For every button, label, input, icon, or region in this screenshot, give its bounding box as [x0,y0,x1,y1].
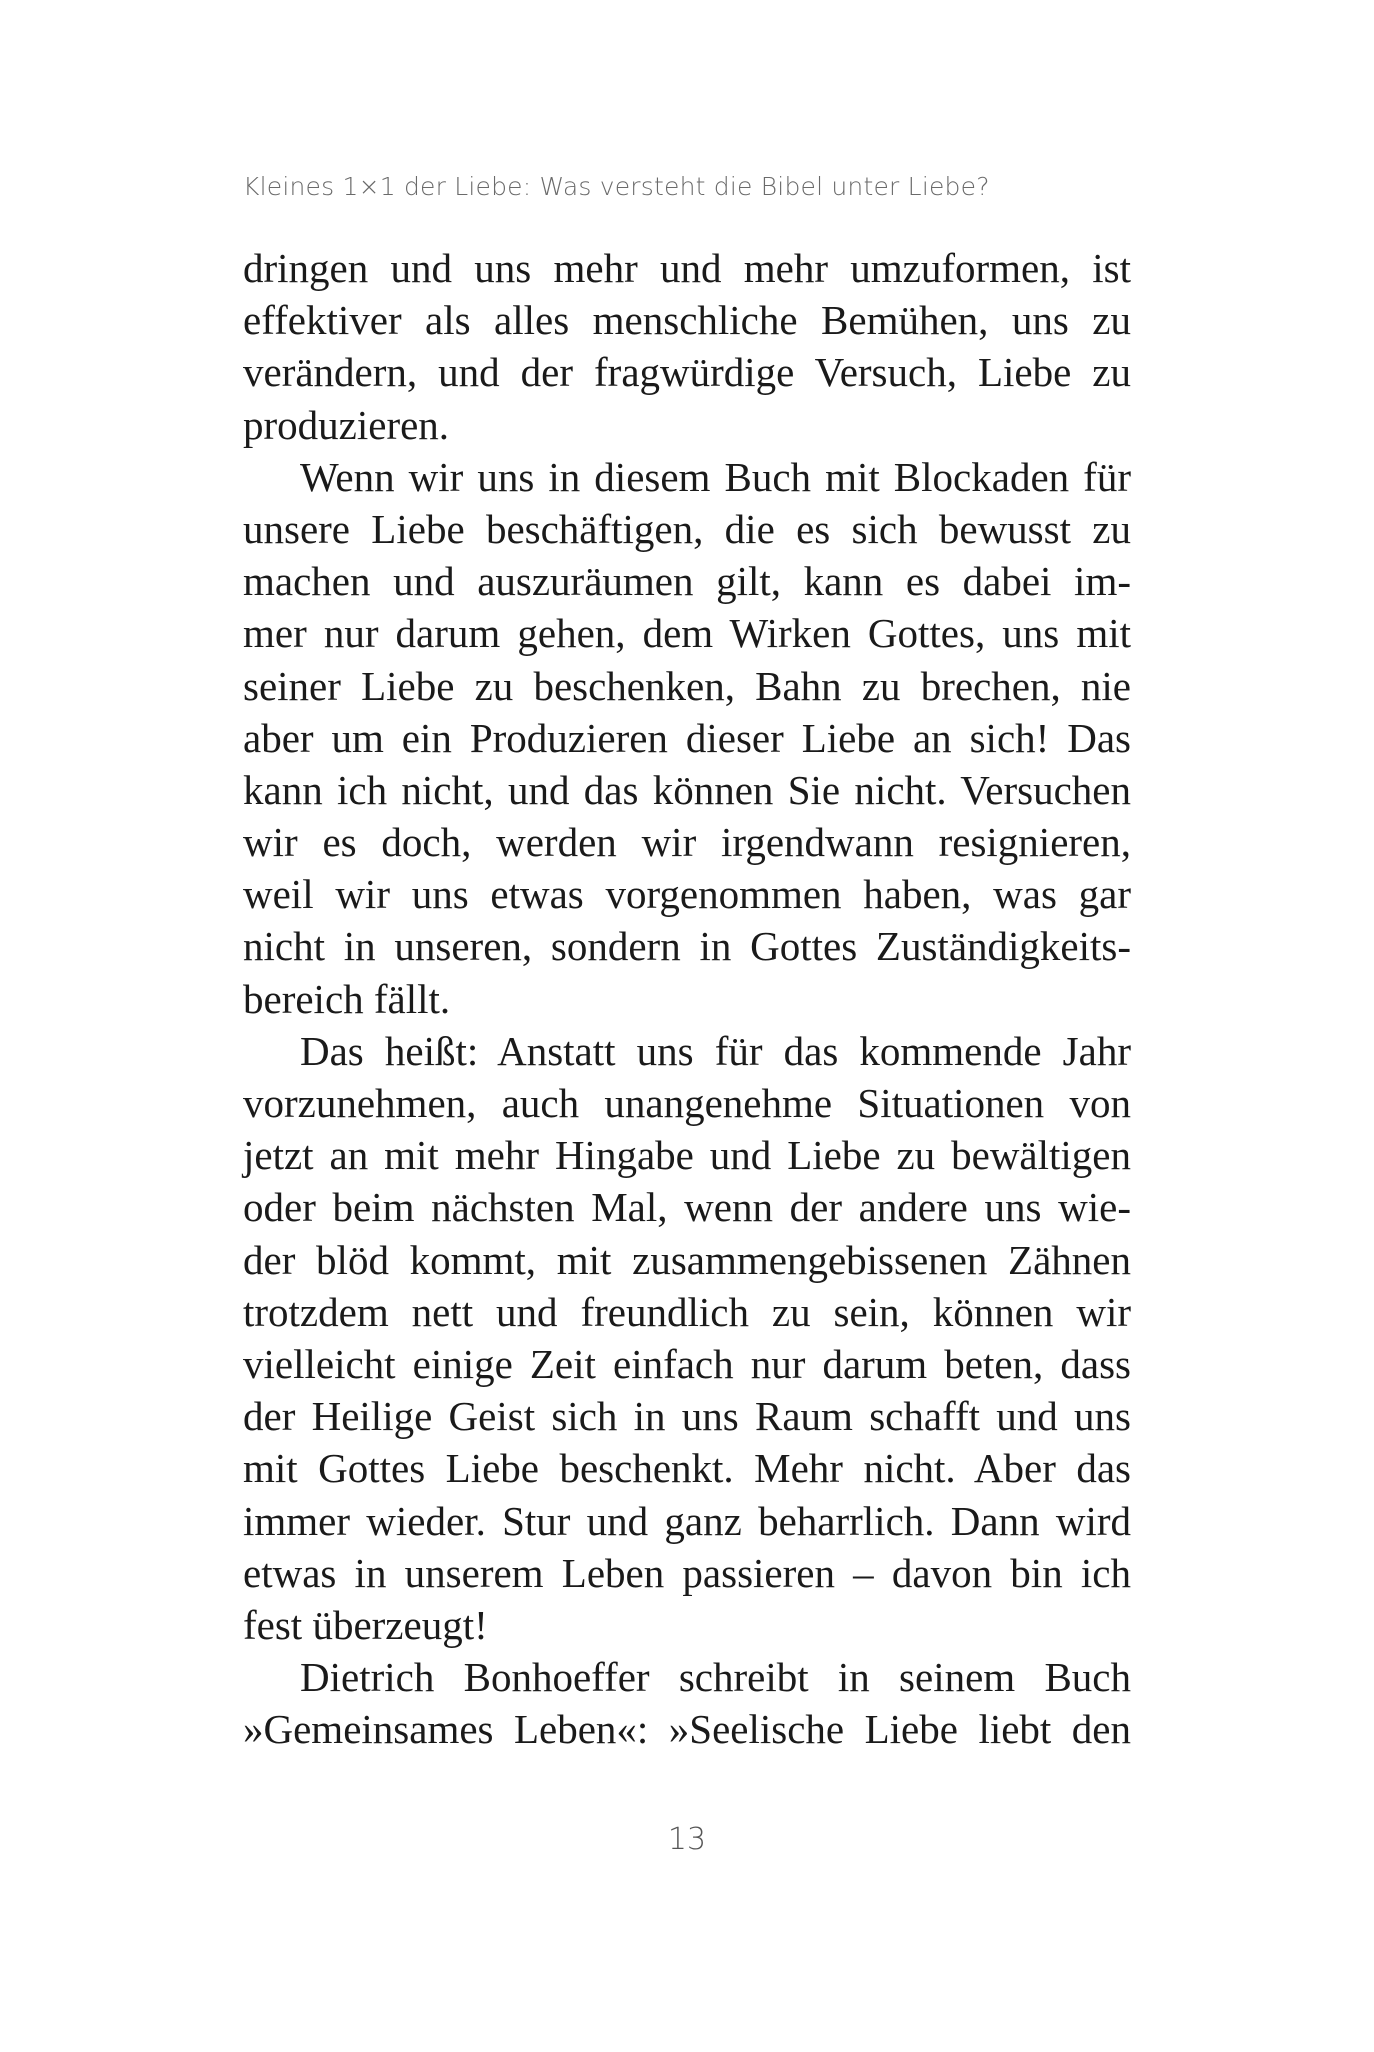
text-line: machen und auszuräumen gilt, kann es dabei im- [243,558,1131,605]
body-text [243,242,1131,1755]
text-line: oder beim nächsten Mal, wenn der andere uns wie- [243,1184,1131,1231]
text-line: verändern, und der fragwürdige Versuch, Liebe zu [243,349,1131,396]
text-line: immer wieder. Stur und ganz beharrlich. Dann wird [243,1497,1131,1544]
text-line: wir es doch, werden wir irgendwann resignieren, [243,819,1131,866]
running-head: Kleines 1×1 der Liebe: Was versteht die Bibel unter Liebe? [243,172,990,201]
text-line: der Heilige Geist sich in uns Raum schafft und uns [243,1393,1131,1440]
page-number: 13 [667,1822,707,1857]
text-line: vorzunehmen, auch unangenehme Situationen von [243,1080,1131,1126]
text-line: Wenn wir uns in diesem Buch mit Blockaden für [300,453,1131,500]
text-line: weil wir uns etwas vorgenommen haben, was gar [243,871,1131,918]
text-line: trotzdem nett und freundlich zu sein, können wir [243,1288,1131,1335]
text-line: mer nur darum gehen, dem Wirken Gottes, uns mit [243,610,1131,657]
text-line: Das heißt: Anstatt uns für das kommende Jahr [300,1027,1131,1074]
text-line: etwas in unserem Leben passieren – davon bin ich [243,1549,1131,1596]
text-line: produzieren. [243,401,450,448]
text-line: mit Gottes Liebe beschenkt. Mehr nicht. Aber das [243,1445,1131,1492]
text-line: unsere Liebe beschäftigen, die es sich bewusst zu [243,505,1131,552]
text-line: nicht in unseren, sondern in Gottes Zuständigkeits- [243,923,1131,970]
text-line: dringen und uns mehr und mehr umzuformen, ist [243,245,1131,291]
text-line: aber um ein Produzieren dieser Liebe an sich! Das [243,714,1131,761]
text-line: jetzt an mit mehr Hingabe und Liebe zu bewältigen [243,1132,1131,1179]
text-line: effektiver als alles menschliche Bemühen, uns zu [243,297,1131,344]
text-line: kann ich nicht, und das können Sie nicht. Versuchen [243,766,1131,813]
text-line: seiner Liebe zu beschenken, Bahn zu brechen, nie [243,662,1131,709]
text-line: bereich fällt. [243,975,451,1022]
text-line: der blöd kommt, mit zusammengebissenen Zähnen [243,1236,1131,1283]
text-line: Dietrich Bonhoeffer schreibt in seinem Buch [300,1654,1131,1701]
text-line: vielleicht einige Zeit einfach nur darum beten, dass [243,1340,1131,1387]
text-line: fest überzeugt! [243,1601,488,1648]
text-line: »Gemeinsames Leben«: »Seelische Liebe liebt den [243,1706,1131,1753]
